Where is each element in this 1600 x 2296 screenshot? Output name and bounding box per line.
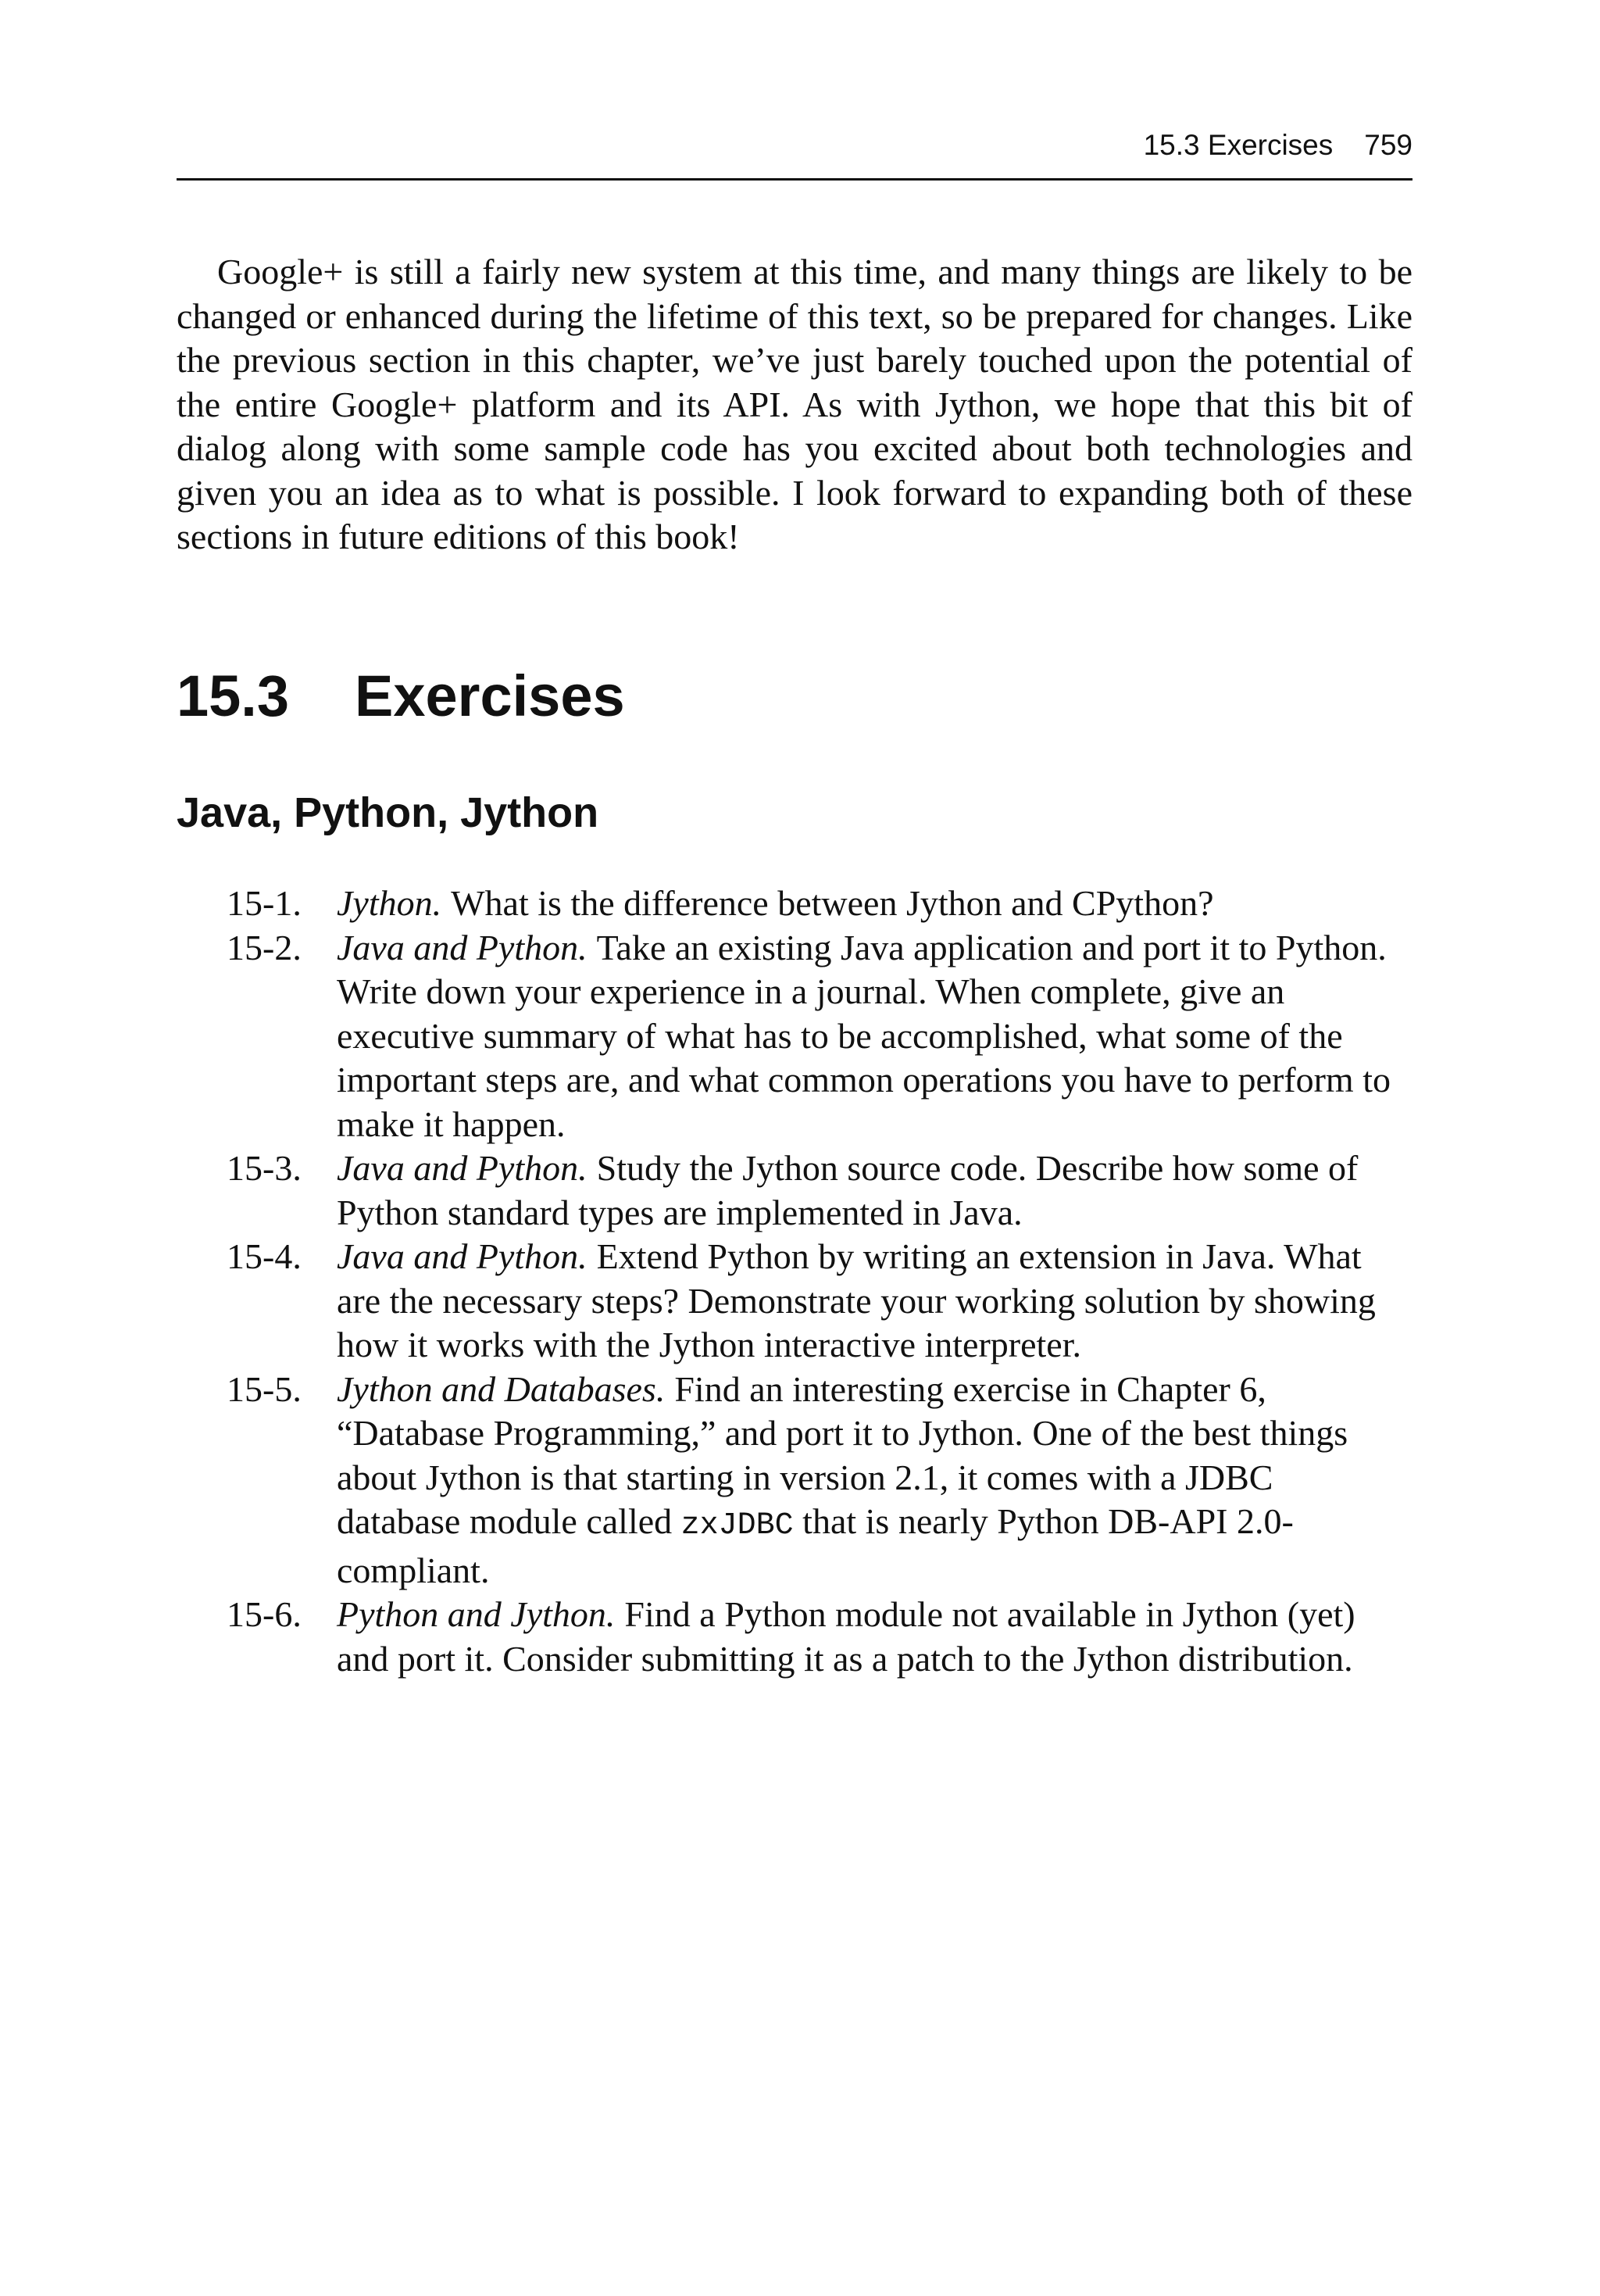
exercise-text: Study the Jython source code. Describe how some of Python standard types are implemented in Java. [337,1148,1359,1232]
exercise-number: 15-4. [227,1236,302,1276]
exercise-item [177,1146,1395,1235]
exercise-title: Java and Python. [337,1236,588,1276]
exercise-title: Java and Python. [337,1148,588,1188]
exercise-title: Python and Jython. [337,1594,616,1634]
exercise-number: 15-5. [227,1368,302,1409]
section-title: Exercises [355,663,625,728]
subsection-heading: Java, Python, Jython [177,789,599,836]
section-number: 15.3 [177,663,290,728]
exercise-text: Find a Python module not available in Jython (yet) and port it. Consider submitting it as a patch to the Jython distribution. [337,1594,1355,1679]
exercise-title: Java and Python. [337,927,588,967]
exercise-item [177,1368,1395,1593]
section-heading [177,661,625,731]
exercise-item [177,1593,1395,1681]
code-term: zxJDBC [680,1508,794,1543]
running-head [177,125,1412,166]
exercise-item [177,882,1395,926]
exercise-item [177,1235,1395,1368]
exercise-text-before-code: Find an interesting exercise in Chapter 6, “Database Programming,” and port it to Jython. One of the best things about Jython is that starting in version 2.1, it comes with a JDBC database module called [337,1368,1348,1541]
exercise-number: 15-2. [227,927,302,967]
exercise-title: Jython and Databases. [337,1368,666,1409]
intro-paragraph: Google+ is still a fairly new system at this time, and many things are likely to be changed or enhanced during the lifetime of this text, so be prepared for changes. Like the previous section in this chapter, we’ve just barely touched upon the potential of the entire Google+ platform and its API. As with Jython, we hope that this bit of dialog along with some sample code has you excited about both technologies and given you an idea as to what is possible. I look forward to expanding both of these sections in future editions of this book! [177,252,1412,556]
exercise-number: 15-3. [227,1148,302,1188]
exercise-text: Extend Python by writing an extension in Java. What are the necessary steps? Demonstrate your working solution by showing how it works with the Jython interactive interpreter. [337,1236,1376,1364]
exercise-text: Take an existing Java application and port it to Python. Write down your experience in a journal. When complete, give an executive summary of what has to be accomplished, what some of the important steps are, and what common operations you have to perform to make it happen. [337,927,1391,1144]
exercise-number: 15-6. [227,1594,302,1634]
exercise-title: Jython. [337,883,442,923]
header-rule [177,178,1412,181]
exercise-number: 15-1. [227,883,302,923]
exercise-list [177,882,1395,1681]
exercise-item [177,926,1395,1147]
exercise-text: What is the difference between Jython and CPython? [451,883,1214,923]
running-head-section: 15.3 Exercises [1143,129,1334,161]
exercise-text-after-code: that is nearly Python DB-API 2.0-compliant. [337,1501,1294,1590]
page-number: 759 [1364,129,1412,161]
